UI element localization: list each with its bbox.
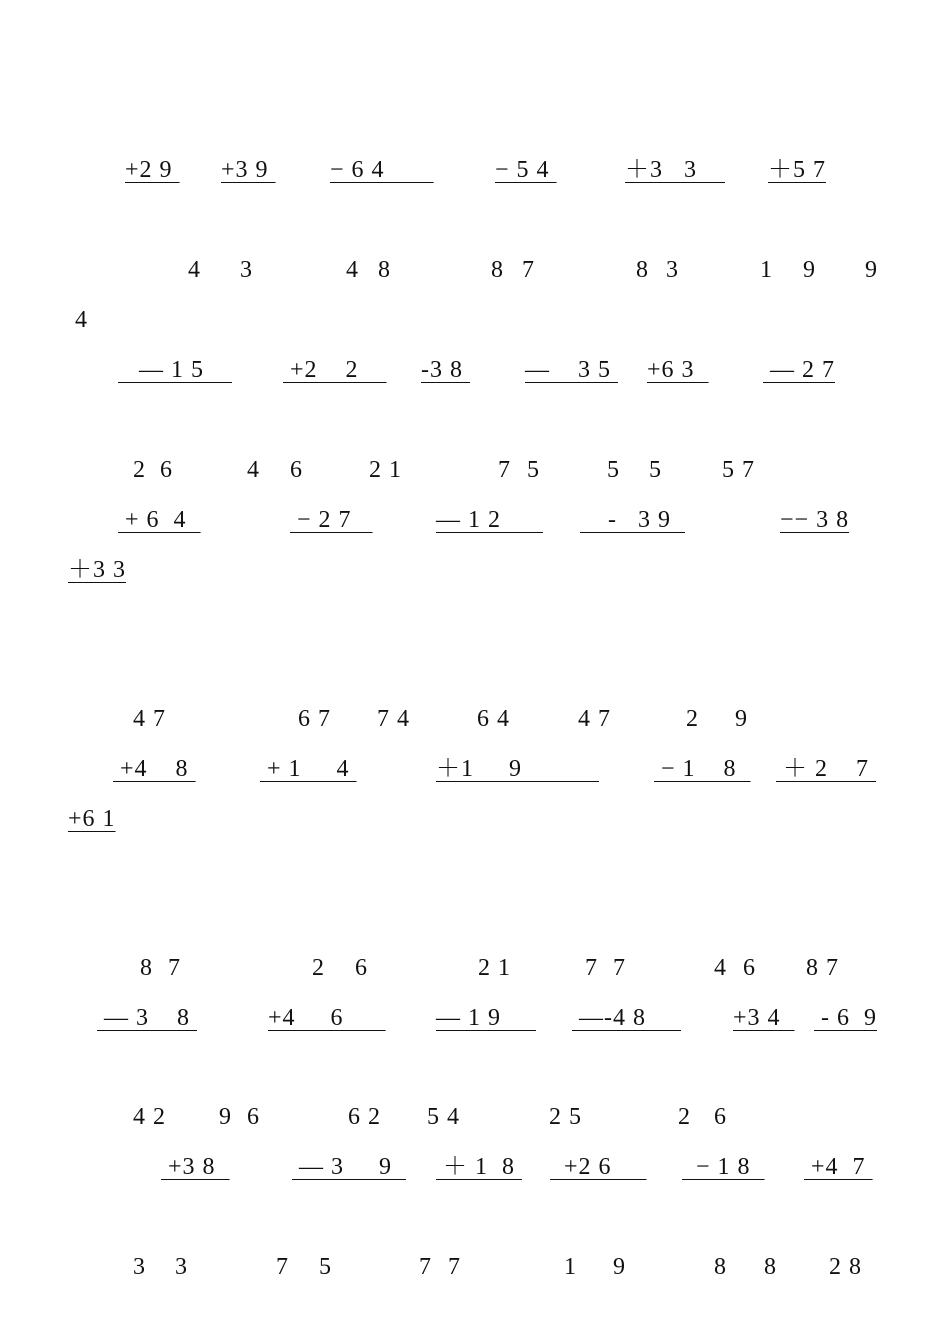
problem-number: 4 7 — [578, 706, 611, 732]
problem-number: 7 — [448, 1254, 461, 1280]
problem-operator: +2 6 — [550, 1154, 647, 1180]
problem-number: 8 — [764, 1254, 777, 1280]
problem-operator: − 1 8 — [654, 756, 751, 782]
problem-number: 6 — [714, 1104, 727, 1130]
problem-number: 2 8 — [829, 1254, 862, 1280]
problem-operator: +3 9 — [221, 157, 276, 183]
problem-operator: + 6 4 — [118, 507, 201, 533]
problem-number: 8 — [636, 257, 649, 283]
problem-number: 2 1 — [369, 457, 402, 483]
problem-number: 4 — [188, 257, 201, 283]
problem-number: 4 — [247, 457, 260, 483]
problem-number: 3 — [666, 257, 679, 283]
problem-number: 8 — [714, 1254, 727, 1280]
problem-number: 7 — [613, 955, 626, 981]
problem-operator: — 2 7 — [763, 357, 835, 383]
problem-operator: ＋3 3 — [625, 157, 725, 183]
problem-operator: ＋ 2 7 — [776, 756, 876, 782]
problem-number: 5 4 — [427, 1104, 460, 1130]
problem-operator: +3 4 — [733, 1005, 795, 1031]
problem-number: 8 — [140, 955, 153, 981]
problem-number: 5 — [607, 457, 620, 483]
problem-number: 2 — [133, 457, 146, 483]
problem-number: 3 — [133, 1254, 146, 1280]
problem-number: 7 — [522, 257, 535, 283]
problem-number: 8 — [378, 257, 391, 283]
problem-operator: ＋1 9 — [436, 756, 599, 782]
problem-number: 5 — [649, 457, 662, 483]
problem-operator: +4 7 — [804, 1154, 873, 1180]
problem-number: 6 7 — [298, 706, 331, 732]
problem-number: 3 — [240, 257, 253, 283]
problem-operator: − 5 4 — [495, 157, 557, 183]
problem-operator: ＋3 3 — [68, 557, 126, 583]
problem-number: 6 — [290, 457, 303, 483]
problem-operator: — 3 9 — [292, 1154, 406, 1180]
problem-number: 2 1 — [478, 955, 511, 981]
problem-number: 1 — [760, 257, 773, 283]
problem-number: 4 — [75, 307, 88, 333]
problem-number: 4 2 — [133, 1104, 166, 1130]
problem-number: 6 — [355, 955, 368, 981]
problem-number: 9 — [803, 257, 816, 283]
problem-number: 7 — [276, 1254, 289, 1280]
problem-operator: — 1 2 — [436, 507, 543, 533]
problem-number: 7 — [168, 955, 181, 981]
problem-operator: +6 1 — [68, 806, 116, 832]
problem-number: 9 — [865, 257, 878, 283]
problem-operator: +4 8 — [113, 756, 196, 782]
problem-number: 9 — [219, 1104, 232, 1130]
problem-number: 2 5 — [549, 1104, 582, 1130]
problem-operator: − 2 7 — [290, 507, 373, 533]
problem-operator: + 1 4 — [260, 756, 357, 782]
problem-number: 9 — [613, 1254, 626, 1280]
problem-number: 5 — [319, 1254, 332, 1280]
problem-number: 1 — [564, 1254, 577, 1280]
problem-number: 2 — [312, 955, 325, 981]
problem-operator: +6 3 — [647, 357, 709, 383]
problem-number: 7 4 — [377, 706, 410, 732]
problem-operator: +2 2 — [283, 357, 387, 383]
problem-operator: — 3 5 — [525, 357, 618, 383]
problem-number: 6 — [743, 955, 756, 981]
problem-operator: — 1 9 — [436, 1005, 536, 1031]
problem-number: 6 — [247, 1104, 260, 1130]
problem-operator: —-4 8 — [572, 1005, 681, 1031]
problem-number: 8 7 — [806, 955, 839, 981]
problem-operator: +3 8 — [161, 1154, 230, 1180]
problem-number: 9 — [735, 706, 748, 732]
problem-number: 6 4 — [477, 706, 510, 732]
problem-operator: − 6 4 — [330, 157, 434, 183]
problem-number: 3 — [175, 1254, 188, 1280]
problem-number: 5 — [527, 457, 540, 483]
problem-number: 2 — [678, 1104, 691, 1130]
problem-operator: — 3 8 — [97, 1005, 197, 1031]
problem-operator: −− 3 8 — [780, 507, 850, 533]
problem-operator: - 6 9 — [814, 1005, 877, 1031]
problem-operator: - 3 9 — [580, 507, 685, 533]
problem-operator: +2 9 — [125, 157, 180, 183]
problem-number: 7 — [498, 457, 511, 483]
problem-number: 8 — [491, 257, 504, 283]
problem-operator: +4 6 — [268, 1005, 386, 1031]
problem-number: 7 — [585, 955, 598, 981]
problem-number: 4 7 — [133, 706, 166, 732]
problem-number: 4 — [346, 257, 359, 283]
problem-number: 2 — [686, 706, 699, 732]
problem-number: 7 — [419, 1254, 432, 1280]
problem-number: 5 7 — [722, 457, 755, 483]
problem-operator: − 1 8 — [682, 1154, 765, 1180]
problem-operator: -3 8 — [421, 357, 470, 383]
problem-operator: ＋ 1 8 — [436, 1154, 522, 1180]
problem-operator: ＋5 7 — [768, 157, 826, 183]
problem-number: 4 — [714, 955, 727, 981]
problem-number: 6 2 — [348, 1104, 381, 1130]
problem-operator: — 1 5 — [118, 357, 232, 383]
problem-number: 6 — [160, 457, 173, 483]
